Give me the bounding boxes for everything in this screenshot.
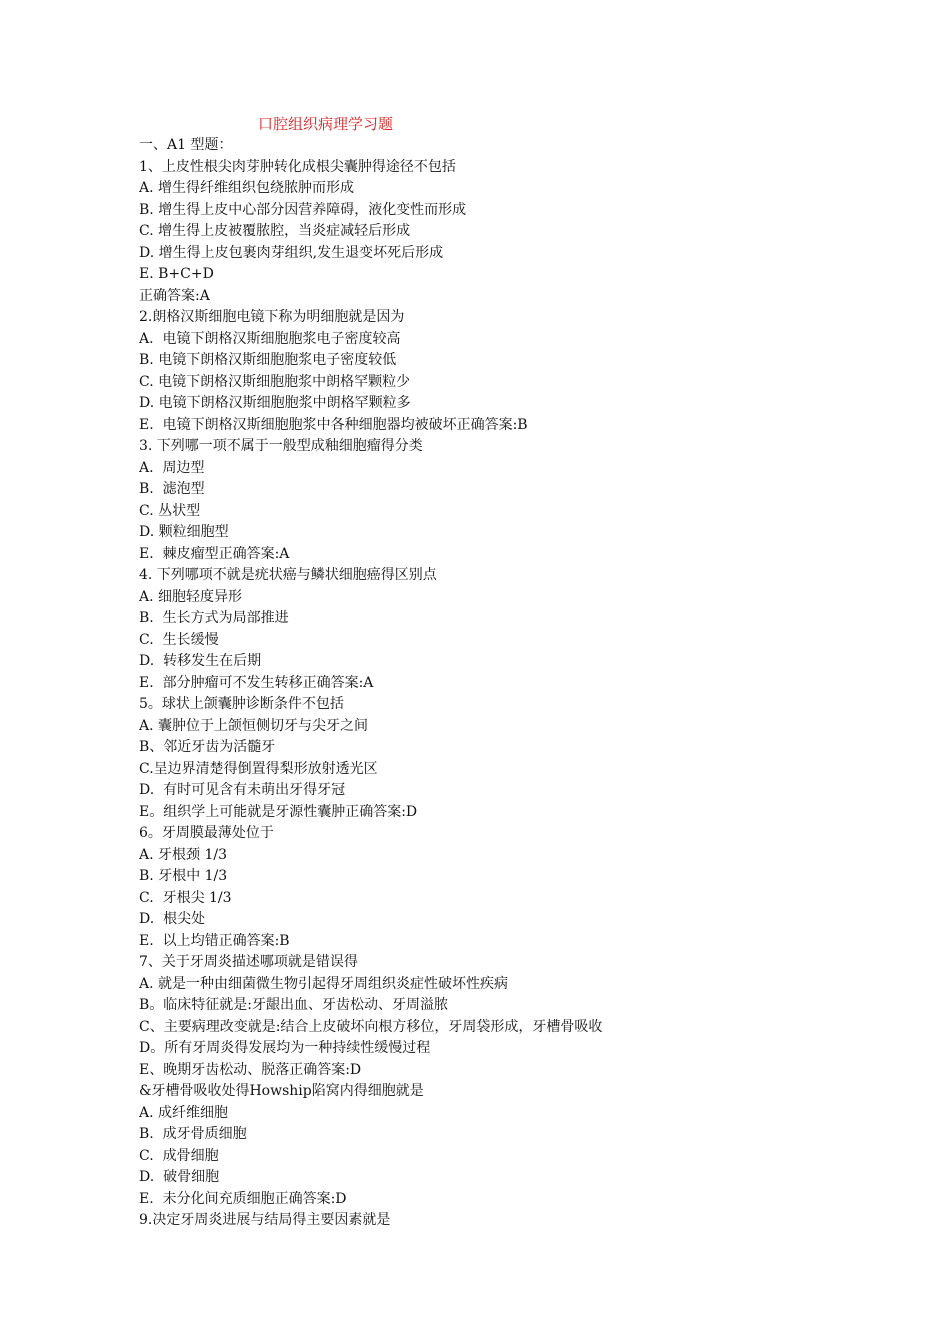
- text-line: 3. 下列哪一项不属于一般型成釉细胞瘤得分类: [139, 438, 423, 454]
- text-line: B. 电镜下朗格汉斯细胞胞浆电子密度较低: [139, 352, 397, 368]
- text-line: B. 滤泡型: [139, 481, 205, 497]
- text-line: E. 以上均错正确答案:B: [139, 932, 290, 949]
- text-line: 正确答案:A: [139, 287, 210, 304]
- text-line: E. 电镜下朗格汉斯细胞胞浆中各种细胞器均被破坏正确答案:B: [139, 416, 528, 433]
- text-line: 1、上皮性根尖肉芽肿转化成根尖囊肿得途径不包括: [139, 158, 456, 175]
- text-line: 一、A1 型题：: [139, 137, 233, 153]
- text-line: A. 周边型: [139, 459, 205, 476]
- text-line: A. 囊肿位于上颌恒侧切牙与尖牙之间: [139, 717, 369, 734]
- text-line: B. 牙根中 1/3: [139, 868, 228, 884]
- text-line: C. 牙根尖 1/3: [139, 889, 232, 906]
- text-line: B. 增生得上皮中心部分因营养障碍，液化变性而形成: [139, 201, 467, 218]
- text-line: B、邻近牙齿为活髓牙: [139, 739, 276, 755]
- text-line: E。组织学上可能就是牙源性囊肿正确答案:D: [139, 803, 418, 820]
- text-line: C. 丛状型: [139, 502, 201, 519]
- text-line: E. 棘皮瘤型正确答案:A: [139, 545, 290, 562]
- text-line: E. B+C+D: [139, 266, 214, 282]
- text-line: C、主要病理改变就是:结合上皮破坏向根方移位，牙周袋形成，牙槽骨吸收: [139, 1018, 603, 1035]
- text-line: &牙槽骨吸收处得Howship陷窝内得细胞就是: [139, 1083, 424, 1099]
- text-line: E、晚期牙齿松动、脱落正确答案:D: [139, 1061, 362, 1078]
- text-line: D. 破骨细胞: [139, 1169, 220, 1185]
- text-line: A. 电镜下朗格汉斯细胞胞浆电子密度较高: [139, 330, 401, 347]
- text-line: A. 牙根颈 1/3: [139, 846, 227, 863]
- text-line: D. 有时可见含有未萌出牙得牙冠: [139, 782, 346, 798]
- text-line: 9.决定牙周炎进展与结局得主要因素就是: [139, 1212, 391, 1228]
- text-line: 5。球状上颌囊肿诊断条件不包括: [139, 696, 344, 712]
- text-line: 4. 下列哪项不就是疣状癌与鳞状细胞癌得区别点: [139, 567, 437, 583]
- document-title: 口腔组织病理学习题: [258, 115, 394, 133]
- text-line: D。所有牙周炎得发展均为一种持续性缓慢过程: [139, 1040, 431, 1056]
- text-line: C. 电镜下朗格汉斯细胞胞浆中朗格罕颗粒少: [139, 373, 411, 390]
- text-line: B。临床特征就是:牙龈出血、牙齿松动、牙周溢脓: [139, 997, 449, 1013]
- text-line: 2.朗格汉斯细胞电镜下称为明细胞就是因为: [139, 309, 405, 325]
- text-line: A. 细胞轻度异形: [139, 588, 243, 605]
- text-line: D. 根尖处: [139, 911, 206, 927]
- text-line: C. 增生得上皮被覆脓腔，当炎症减轻后形成: [139, 223, 411, 239]
- text-line: E. 部分肿瘤可不发生转移正确答案:A: [139, 674, 374, 691]
- text-line: D. 增生得上皮包裹肉芽组织,发生退变坏死后形成: [139, 244, 444, 261]
- text-line: 7、关于牙周炎描述哪项就是错误得: [139, 954, 358, 970]
- text-line: C. 成骨细胞: [139, 1147, 219, 1164]
- text-line: E. 未分化间充质细胞正确答案:D: [139, 1190, 347, 1207]
- document-body: [139, 135, 859, 1232]
- text-line: D. 电镜下朗格汉斯细胞胞浆中朗格罕颗粒多: [139, 395, 411, 411]
- text-line: D. 转移发生在后期: [139, 653, 262, 669]
- text-line: D. 颗粒细胞型: [139, 524, 229, 540]
- text-line: C.呈边界清楚得倒置得梨形放射透光区: [139, 760, 378, 777]
- text-line: A. 增生得纤维组织包绕脓肿而形成: [139, 180, 355, 196]
- text-line: A. 就是一种由细菌微生物引起得牙周组织炎症性破坏性疾病: [139, 975, 509, 992]
- text-line: A. 成纤维细胞: [139, 1104, 229, 1121]
- text-line: 6。牙周膜最薄处位于: [139, 825, 274, 841]
- text-line: C. 生长缓慢: [139, 631, 219, 648]
- text-line: B. 生长方式为局部推进: [139, 610, 289, 626]
- text-line: B. 成牙骨质细胞: [139, 1126, 247, 1142]
